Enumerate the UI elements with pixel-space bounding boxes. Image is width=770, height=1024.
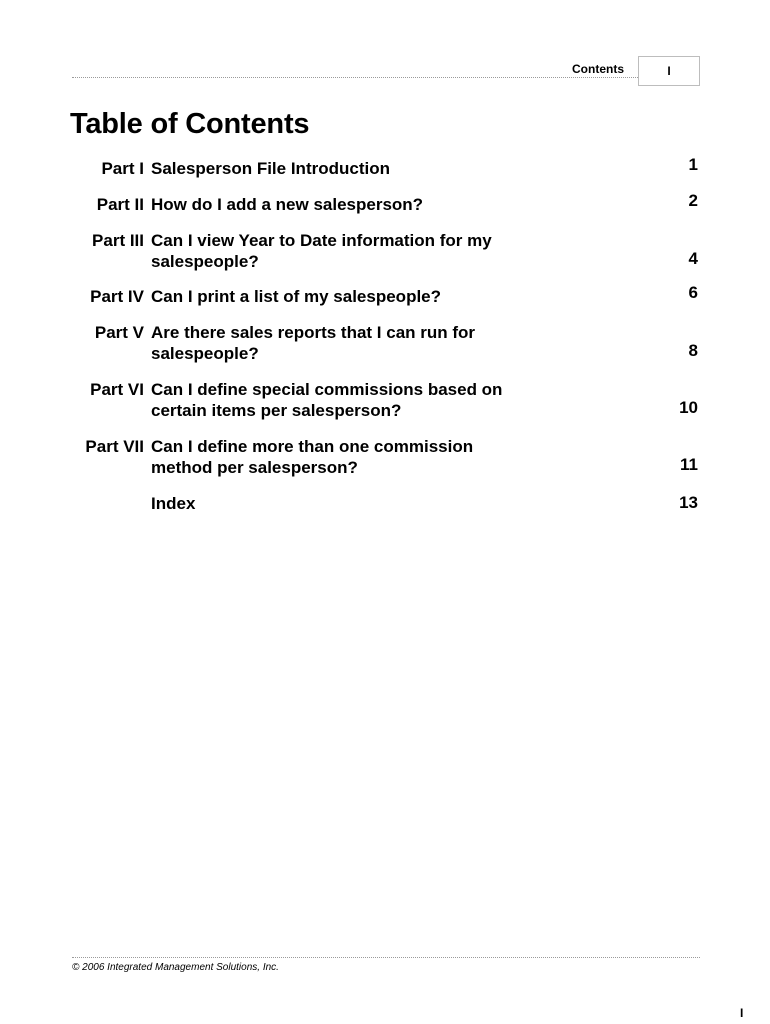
toc-part-label: Part VI [90, 380, 144, 399]
toc-entry[interactable] [0, 191, 770, 215]
toc-part-label: Part II [96, 195, 144, 214]
toc-part-label: Part III [92, 231, 144, 250]
toc-entry-page: 1 [688, 155, 698, 174]
page-title: Table of Contents [70, 108, 310, 140]
footer-rule [72, 957, 700, 958]
toc-entry-index[interactable] [0, 493, 770, 514]
toc-entry-page: 11 [680, 455, 698, 474]
toc-entry-title: Can I define more than one commission method per salesperson? [151, 437, 474, 477]
copyright-text: © 2006 Integrated Management Solutions, Inc. [72, 962, 279, 973]
toc-entry[interactable] [0, 230, 770, 272]
toc-part-label: Part V [94, 323, 144, 342]
toc-entry-title: Are there sales reports that I can run for salespeople? [151, 323, 476, 363]
toc-entry[interactable] [0, 322, 770, 364]
toc-entry-page: 6 [688, 283, 698, 302]
toc-entry-page: 13 [679, 493, 698, 512]
toc-entry-title: Can I print a list of my salespeople? [151, 287, 442, 306]
toc-part-label: Part I [101, 159, 144, 178]
toc-part-label: Part IV [90, 287, 144, 306]
toc-entry-page: 4 [688, 249, 698, 268]
toc-entry[interactable] [0, 283, 770, 307]
toc-entry-title: Can I view Year to Date information for my salespeople? [151, 231, 492, 271]
toc-entry[interactable] [0, 379, 770, 421]
toc-entry-page: 2 [688, 191, 698, 210]
toc-entry-title: How do I add a new salesperson? [151, 195, 424, 214]
toc-entry-title: Can I define special commissions based on certain items per salesperson? [151, 380, 503, 420]
toc-part-label: Part VII [85, 437, 144, 456]
footer-page-number: I [740, 1006, 744, 1020]
header-rule [72, 77, 638, 78]
toc-entry-title: Salesperson File Introduction [151, 159, 390, 178]
toc-entry-page: 8 [688, 341, 698, 360]
toc-entry-page: 10 [679, 398, 698, 417]
running-header [72, 56, 700, 88]
header-page-number: I [638, 56, 700, 86]
toc-entry-title: Index [151, 494, 196, 513]
toc-entry[interactable] [0, 436, 770, 478]
header-section-label: Contents [572, 62, 624, 76]
toc-entry[interactable] [0, 155, 770, 179]
